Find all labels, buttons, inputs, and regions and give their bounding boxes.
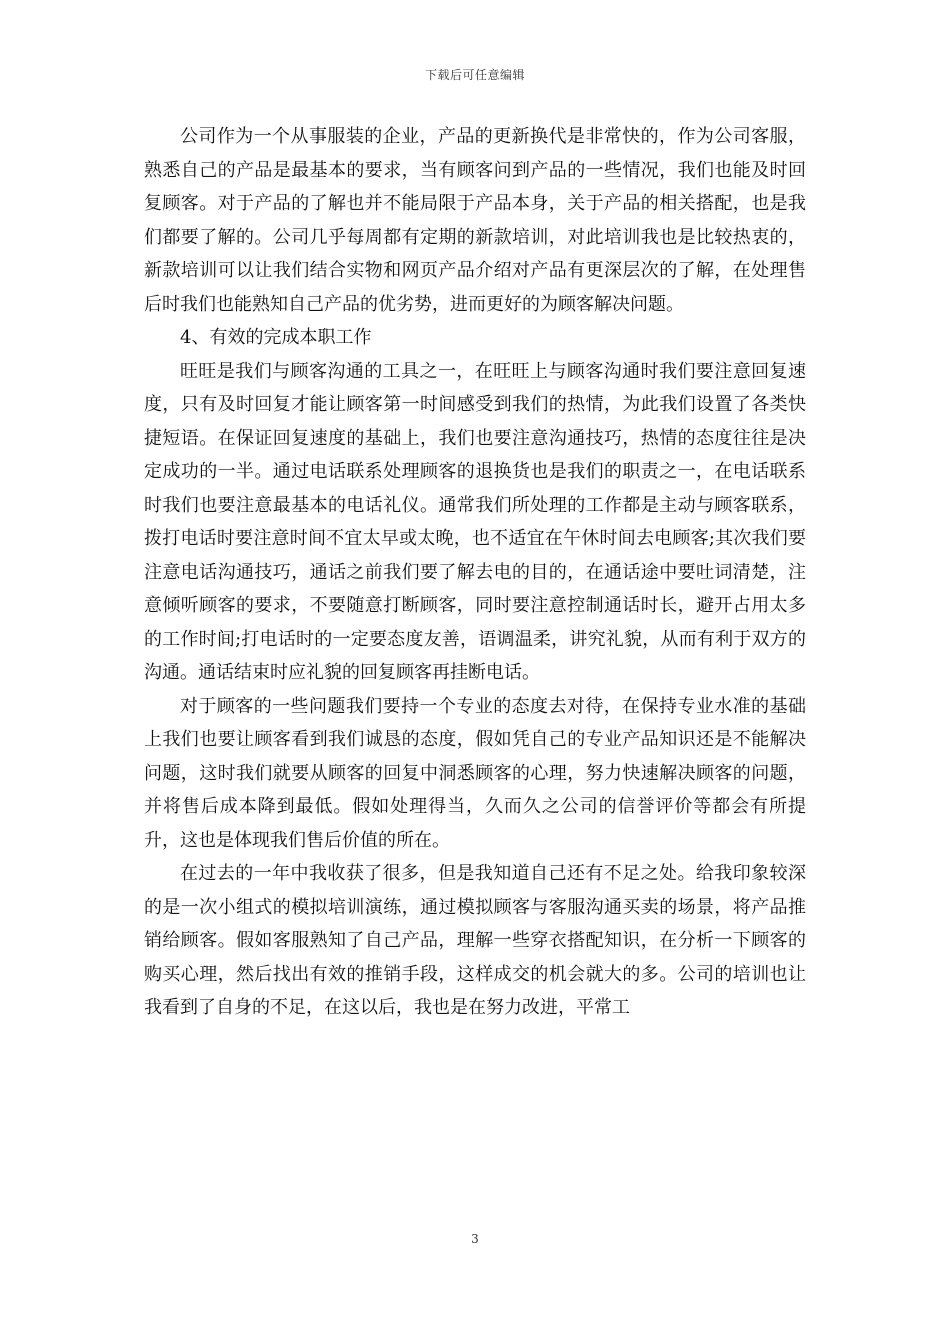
page-body — [144, 120, 806, 1025]
page-number: 3 — [471, 1232, 479, 1246]
paragraph-communication: 旺旺是我们与顾客沟通的工具之一，在旺旺上与顾客沟通时我们要注意回复速度，只有及时回复才能让顾客第一时间感受到我们的热情，为此我们设置了各类快捷短语。在保证回复速度的基础上，我们也要注意沟通技巧，热情的态度往往是决定成功的一半。通过电话联系处理顾客的退换货也是我们的职责之一，在电话联系时我们也要注意最基本的电话礼仪。通常我们所处理的工作都是主动与顾客联系，拨打电话时要注意时间不宜太早或太晚，也不适宜在午休时间去电顾客;其次我们要注意电话沟通技巧，通话之前我们要了解去电的目的，在通话途中要吐词清楚，注意倾听顾客的要求，不要随意打断顾客，同时要注意控制通话时长，避开占用太多的工作时间;打电话时的一定要态度友善，语调温柔，讲究礼貌，从而有利于双方的沟通。通话结束时应礼貌的回复顾客再挂断电话。 — [144, 360, 806, 683]
page-header: 下载后可任意编辑 — [424, 68, 525, 82]
paragraph-professional-attitude: 对于顾客的一些问题我们要持一个专业的态度去对待，在保持专业水准的基础上我们也要让顾客看到我们诚恳的态度，假如凭自己的专业产品知识还是不能解决问题，这时我们就要从顾客的回复中洞悉顾客的心理，努力快速解决顾客的问题，并将售后成本降到最低。假如处理得当，久而久之公司的信誉评价等都会有所提升，这也是体现我们售后价值的所在。 — [144, 695, 806, 851]
paragraph-product-knowledge: 公司作为一个从事服装的企业，产品的更新换代是非常快的，作为公司客服，熟悉自己的产品是最基本的要求，当有顾客问到产品的一些情况，我们也能及时回复顾客。对于产品的了解也并不能局限于产品本身，关于产品的相关搭配，也是我们都要了解的。公司几乎每周都有定期的新款培训，对此培训我也是比较热衷的，新款培训可以让我们结合实物和网页产品介绍对产品有更深层次的了解，在处理售后时我们也能熟知自己产品的优劣势，进而更好的为顾客解决问题。 — [144, 126, 806, 315]
paragraph-reflection: 在过去的一年中我收获了很多，但是我知道自己还有不足之处。给我印象较深的是一次小组式的模拟培训演练，通过模拟顾客与客服沟通买卖的场景，将产品推销给顾客。假如客服熟知了自己产品，理解一些穿衣搭配知识，在分析一下顾客的购买心理，然后找出有效的推销手段，这样成交的机会就大的多。公司的培训也让我看到了自身的不足，在这以后，我也是在努力改进，平常工 — [144, 863, 806, 1018]
section-heading: 4、有效的完成本职工作 — [180, 327, 372, 348]
